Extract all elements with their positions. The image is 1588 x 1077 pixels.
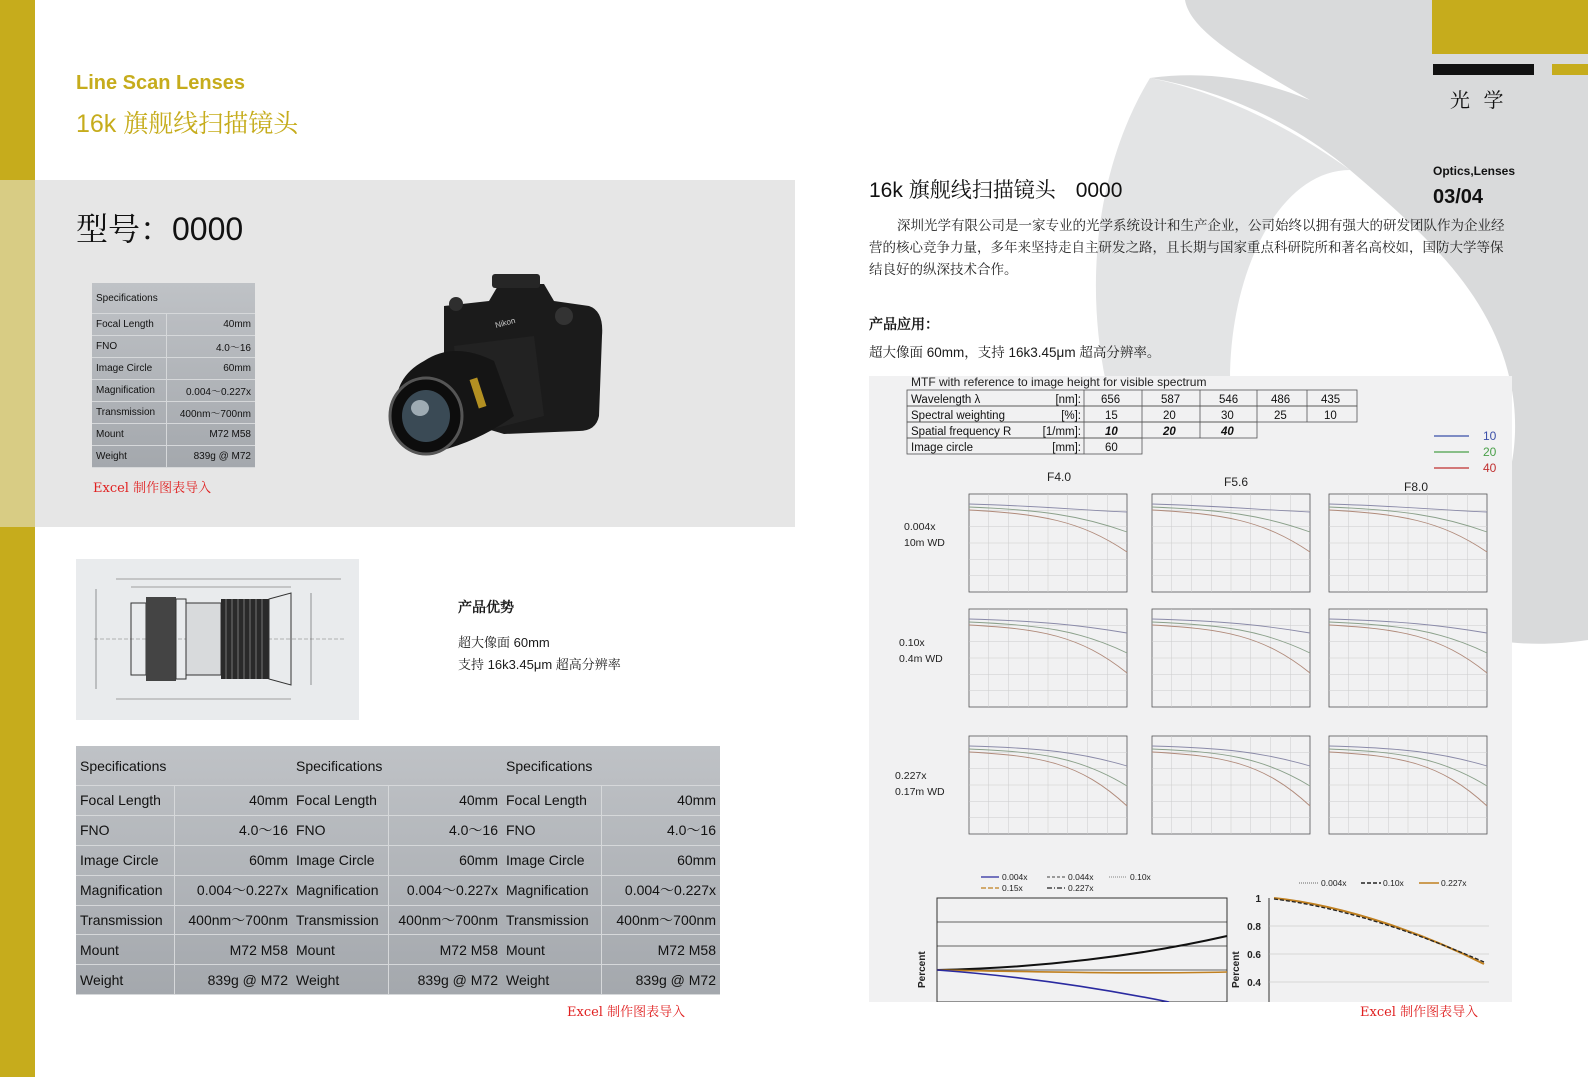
spec-label: Weight [292,965,388,995]
spec-table-small [92,283,255,468]
spec-value: 4.0～16 [602,815,720,845]
corner-gold-bar [1552,64,1588,75]
spec-value: 0.004～0.227x [388,875,502,905]
table-row [92,314,255,336]
corner-gold-block [1432,0,1588,54]
table-row [502,815,720,845]
spec-value: 839g @ M72 [167,446,255,468]
table-row [502,965,720,995]
spec-label: Weight [76,965,175,995]
legend-item: 0.10x [1383,878,1404,888]
spec-label: Focal Length [76,786,175,816]
spec-label: FNO [502,815,602,845]
left-accent-bar-light [0,180,35,527]
mtf-row-label: Image circle [911,442,973,454]
mtf-chart [869,376,1512,1002]
table-row [76,905,292,935]
mtf-cell: 25 [1274,410,1287,422]
right-title-text: 16k 旗舰线扫描镜头 [869,179,1056,202]
table-row [92,402,255,424]
mtf-cell: 20 [1163,410,1176,422]
spec-label: Weight [92,446,167,468]
spec-table [76,746,292,995]
spec-value: 60mm [167,358,255,380]
spec-label: Transmission [502,905,602,935]
spec-value: 839g @ M72 [175,965,292,995]
section-label-cn: 光 学 [1450,90,1508,112]
spec-value: 60mm [175,845,292,875]
legend-item: 0.15x [1002,883,1023,893]
page-number: 03/04 [1433,186,1484,208]
spec-label: Mount [502,935,602,965]
legend-item: 0.10x [1130,872,1151,882]
spec-label: Mount [92,424,167,446]
spec-value: 60mm [602,845,720,875]
y-tick: 0.6 [1247,950,1261,961]
table-row [292,935,502,965]
spec-value: 4.0～16 [175,815,292,845]
bottom-legend-right [1299,878,1467,888]
spec-label: Image Circle [292,845,388,875]
spec-label: Image Circle [92,358,167,380]
left-accent-bar [0,0,35,1077]
spec-value: 60mm [388,845,502,875]
aperture-label: F5.6 [1224,475,1249,489]
spec-label: Focal Length [292,786,388,816]
section-label-en: Optics,Lenses [1433,164,1516,178]
mtf-row-unit: [nm]: [1055,394,1081,406]
camera-image [384,266,614,466]
bottom-legend-left [981,872,1152,893]
spec-table [502,746,720,995]
spec-label: FNO [92,336,167,358]
spec-value: 400nm～700nm [388,905,502,935]
freq-legend-item: 20 [1483,445,1497,459]
spec-value: 0.004～0.227x [167,380,255,402]
spec-value: M72 M58 [388,935,502,965]
table-row [292,786,502,816]
spec-label: Transmission [76,905,175,935]
spec-label: FNO [292,815,388,845]
table-row [76,935,292,965]
mtf-cell: 30 [1221,410,1234,422]
table-row [292,905,502,935]
table-row [76,815,292,845]
mtf-cell: 435 [1321,394,1341,406]
spec-value: M72 M58 [602,935,720,965]
advantages-line: 超大像面 60mm [458,635,550,650]
legend-item: 0.227x [1068,883,1094,893]
spec-value: M72 M58 [167,424,255,446]
mtf-title: MTF with reference to image height for visible spectrum [911,376,1207,389]
spec-label: Transmission [292,905,388,935]
spec-value: 0.004～0.227x [175,875,292,905]
table-row [76,786,292,816]
spec-label: Magnification [292,875,388,905]
mtf-cell: 15 [1105,410,1118,422]
model-label: 型号：0000 [76,211,244,247]
mtf-subplot-grid [969,494,1487,834]
mtf-row-mag: 0.227x [895,770,927,782]
table-row [292,815,502,845]
legend-item: 0.227x [1441,878,1467,888]
y-tick: 0.4 [1247,978,1261,989]
right-title-model: 0000 [1075,179,1123,202]
table-row [292,845,502,875]
spec-header: Specifications [92,283,255,314]
table-row [502,845,720,875]
spec-value: 40mm [175,786,292,816]
mtf-cell: 486 [1271,394,1291,406]
spec-value: M72 M58 [175,935,292,965]
mtf-row-unit: [%]: [1061,410,1081,422]
spec-value: 400nm～700nm [167,402,255,424]
title-cn: 16k 旗舰线扫描镜头 [76,110,299,138]
spec-value: 400nm～700nm [602,905,720,935]
mtf-row-mag: 0.004x [904,521,936,533]
mtf-row-unit: [mm]: [1052,442,1081,454]
spec-value: 0.004～0.227x [602,875,720,905]
spec-label: Image Circle [76,845,175,875]
mtf-row-mag: 0.10x [899,637,925,649]
mtf-row-unit: [1/mm]: [1042,426,1081,438]
excel-note: Excel 制作图表导入 [1360,1005,1479,1020]
corner-black-bar [1433,64,1534,75]
spec-value: 4.0～16 [388,815,502,845]
table-row [502,905,720,935]
legend-item: 0.004x [1321,878,1347,888]
spec-value: 40mm [167,314,255,336]
mtf-cell: 60 [1105,442,1118,454]
spec-label: FNO [76,815,175,845]
spec-header: Specifications [292,746,502,786]
spec-label: Focal Length [502,786,602,816]
table-row [76,965,292,995]
spec-header: Specifications [502,746,720,786]
spec-table [292,746,502,995]
table-row [76,845,292,875]
excel-note: Excel 制作图表导入 [93,481,212,496]
title-en: Line Scan Lenses [76,72,245,94]
mtf-cell: 546 [1219,394,1239,406]
mtf-row-wd: 10m WD [904,537,945,549]
mtf-cell: 10 [1324,410,1337,422]
mtf-freq-legend [1434,429,1497,475]
spec-value: 4.0～16 [167,336,255,358]
spec-label: Mount [76,935,175,965]
table-row [502,935,720,965]
aperture-label: F4.0 [1047,470,1072,484]
table-row [76,875,292,905]
legend-item: 0.004x [1002,872,1028,882]
spec-value: 839g @ M72 [602,965,720,995]
right-title [869,174,1122,204]
table-row [92,446,255,468]
mtf-cell: 40 [1221,426,1234,438]
y-tick: 1 [1255,894,1261,905]
bottom-chart-right [1231,894,1489,1002]
freq-legend-item: 10 [1483,429,1497,443]
spec-label: Magnification [92,380,167,402]
table-row [502,786,720,816]
y-tick: 0.8 [1247,922,1261,933]
advantages-heading: 产品优势 [458,599,514,615]
spec-label: Magnification [502,875,602,905]
aperture-label: F8.0 [1404,480,1429,494]
application-heading: 产品应用： [869,316,939,332]
svg-text:Nikon: Nikon [494,315,517,330]
spec-label: Transmission [92,402,167,424]
table-row [292,875,502,905]
table-row [92,336,255,358]
advantages-line: 支持 16k3.45μm 超高分辨率 [458,657,621,672]
spec-value: 40mm [388,786,502,816]
spec-label: Magnification [76,875,175,905]
mtf-cell: 587 [1161,394,1181,406]
table-row [92,380,255,402]
table-row [292,965,502,995]
spec-label: Weight [502,965,602,995]
spec-label: Mount [292,935,388,965]
mtf-row-label: Wavelength λ [911,394,981,406]
table-row [92,358,255,380]
mtf-row-label: Spectral weighting [911,410,1005,422]
mtf-cell: 656 [1101,394,1121,406]
mtf-row-wd: 0.4m WD [899,653,943,665]
freq-legend-item: 40 [1483,461,1497,475]
intro-paragraph: 深圳光学有限公司是一家专业的光学系统设计和生产企业，公司始终以拥有强大的研发团队作为企业经营的核心竞争力量，多年来坚持走自主研发之路，且长期与国家重点科研院所和著名高校如，国防大学等保结良好的纵深技术合作。 [869,218,1505,277]
bottom-chart-left [917,898,1227,1002]
application-text: 超大像面 60mm，支持 16k3.45μm 超高分辨率。 [869,345,1161,360]
table-row [502,875,720,905]
legend-item: 0.044x [1068,872,1094,882]
lens-drawing [76,559,359,720]
y-axis-label: Percent [917,951,928,988]
spec-value: 839g @ M72 [388,965,502,995]
y-axis-label: Percent [1231,951,1242,988]
table-row [92,424,255,446]
spec-header: Specifications [76,746,292,786]
spec-value: 40mm [602,786,720,816]
mtf-cell: 20 [1163,426,1176,438]
mtf-row-wd: 0.17m WD [895,786,945,798]
mtf-cell: 10 [1105,426,1118,438]
spec-label: Image Circle [502,845,602,875]
mtf-row-label: Spatial frequency R [911,426,1012,438]
excel-note: Excel 制作图表导入 [567,1005,686,1020]
spec-label: Focal Length [92,314,167,336]
spec-value: 400nm～700nm [175,905,292,935]
